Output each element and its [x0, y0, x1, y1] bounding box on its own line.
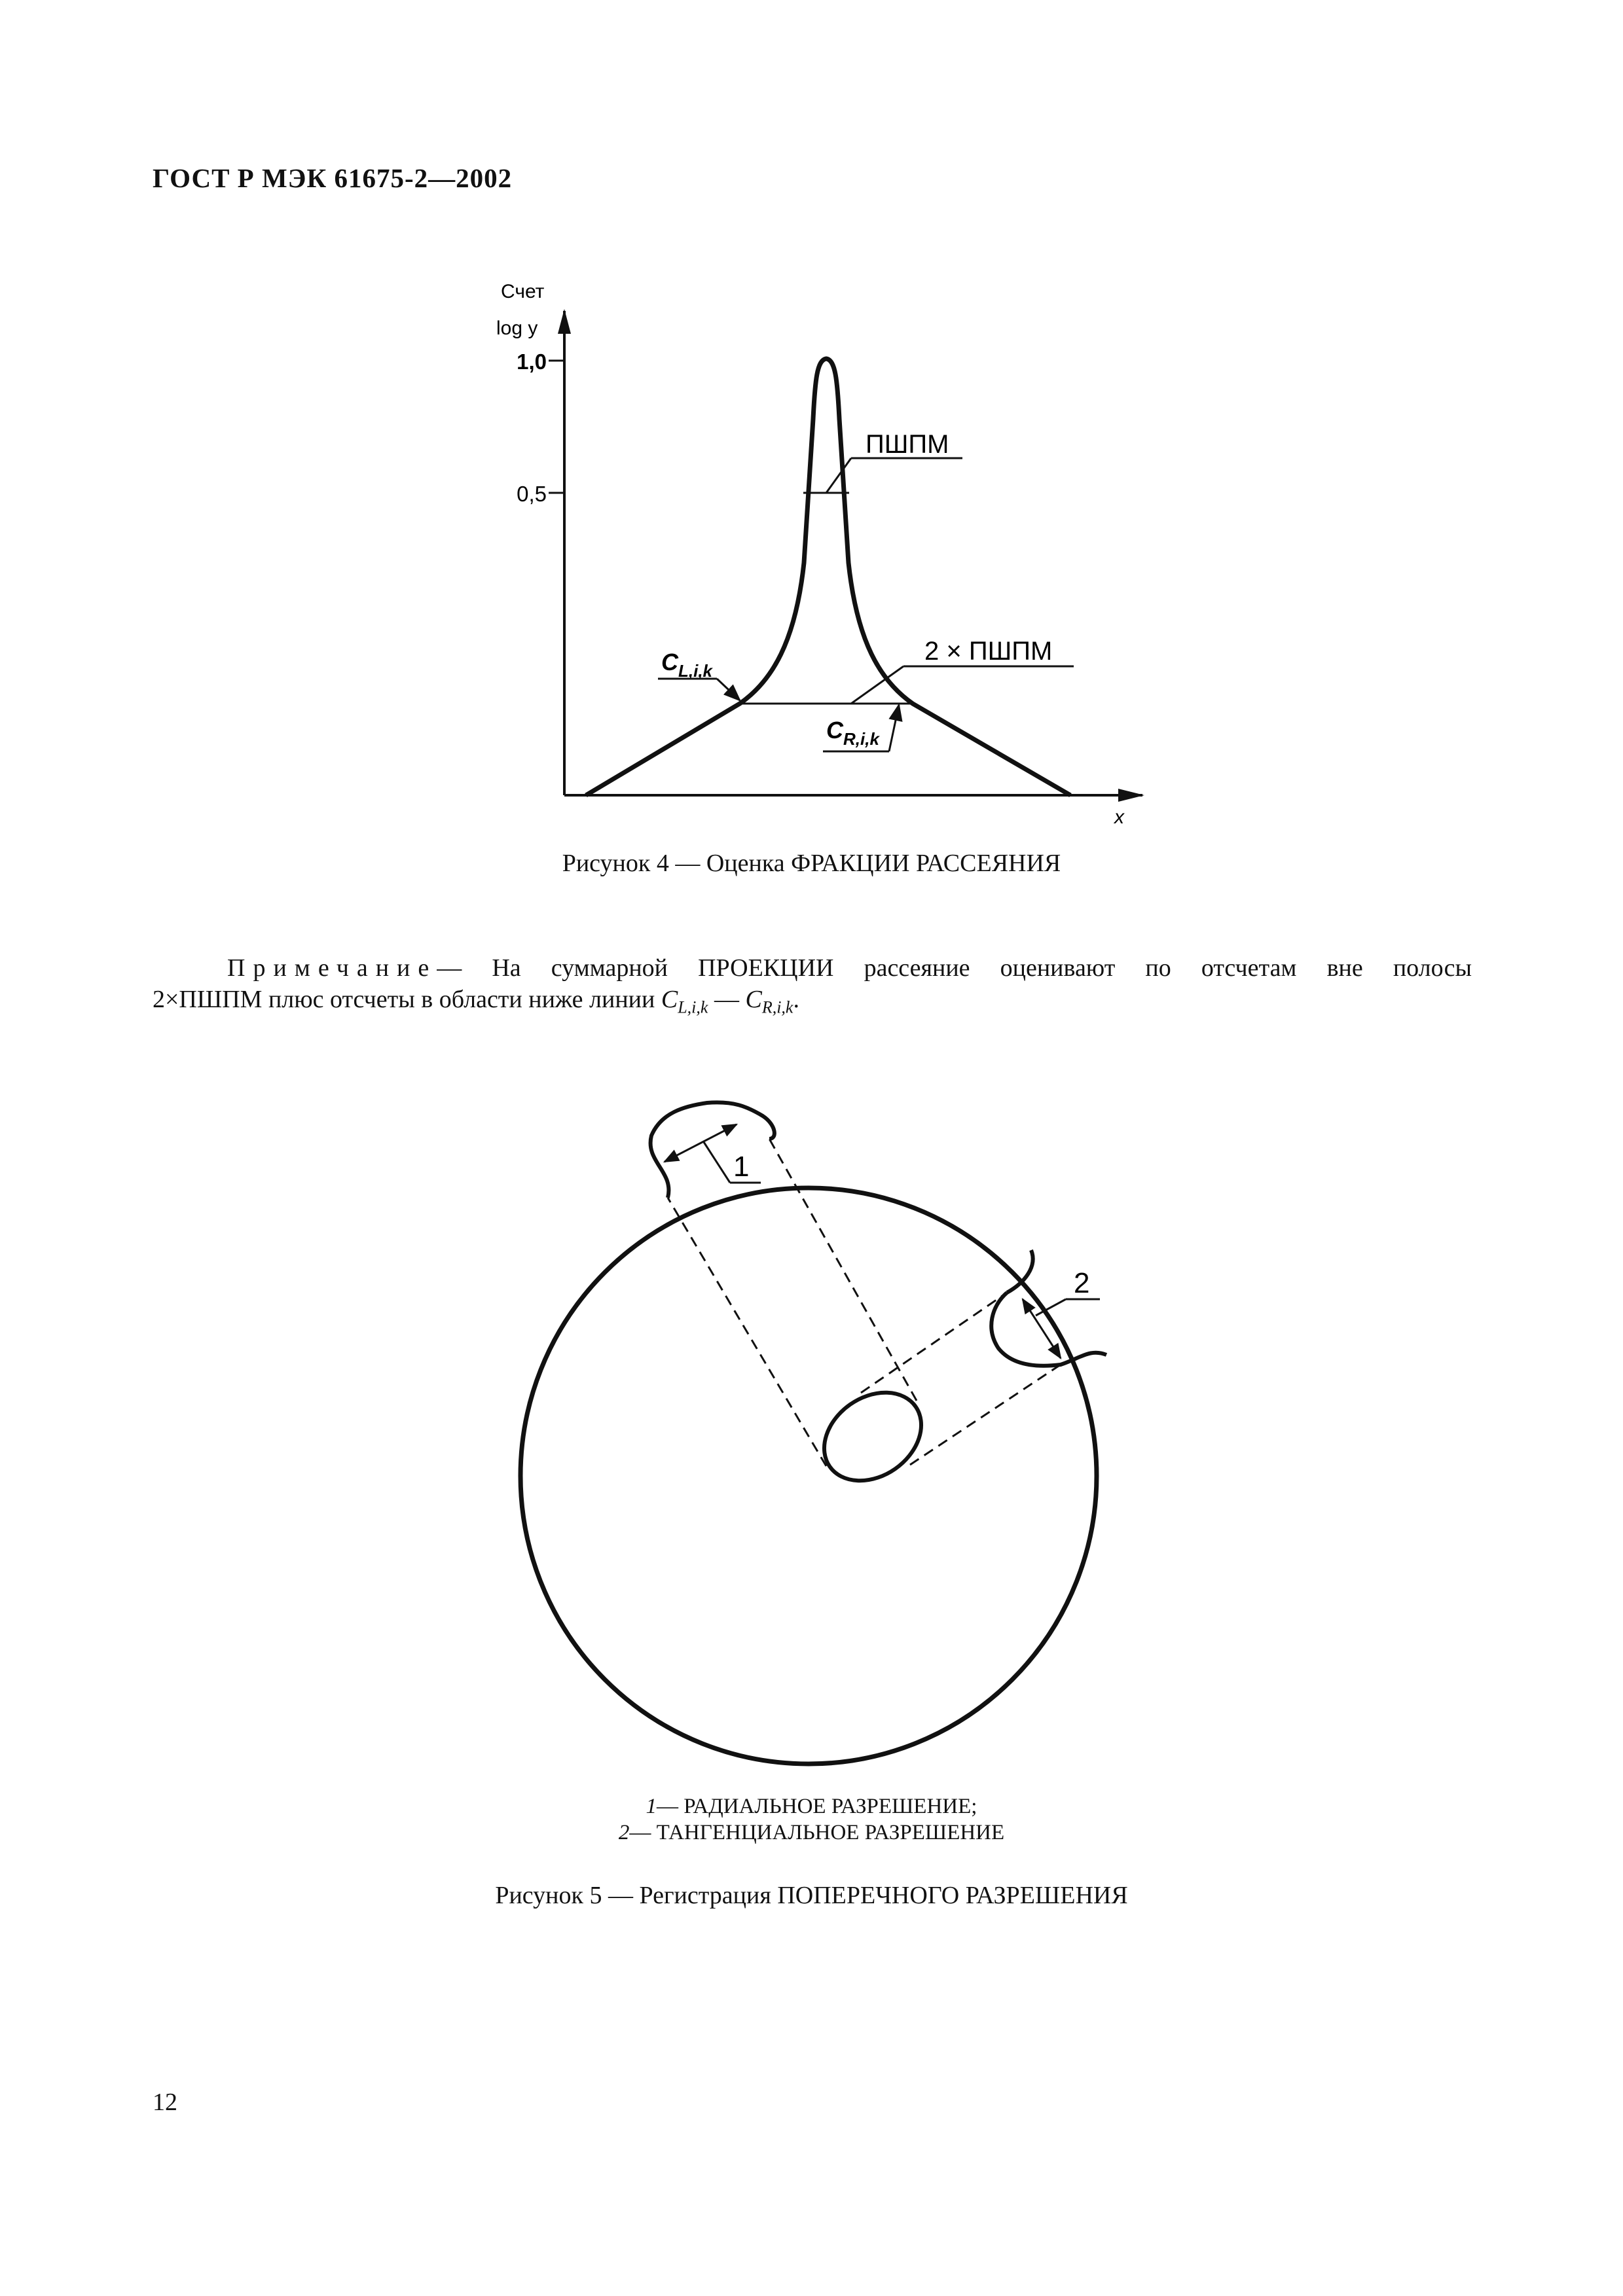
note-word: полосы [1393, 954, 1472, 982]
note-word: суммарной [551, 954, 668, 982]
figure-5-legend [0, 1793, 1623, 1846]
note-word: ПРОЕКЦИИ [698, 954, 834, 982]
tangential-dash-line-1 [861, 1293, 1007, 1393]
legend-item-1: 1— РАДИАЛЬНОЕ РАЗРЕШЕНИЕ; [646, 1795, 977, 1818]
radial-resolution-arrow [665, 1124, 737, 1162]
note-word: по [1145, 954, 1171, 982]
radial-dash-line-2 [769, 1139, 917, 1401]
note-word: вне [1326, 954, 1363, 982]
y-axis-label-line2: log y [496, 317, 538, 339]
tick-label-1-0: 1,0 [517, 350, 547, 374]
radial-dash-line-1 [668, 1198, 826, 1466]
fwhm-label: ПШПМ [866, 430, 949, 459]
formula-cl: $C_{L,i,k}$ [661, 986, 708, 1017]
marker-1: 1 [733, 1151, 750, 1183]
point-source-ellipse [807, 1374, 938, 1499]
note-word: отсчетам [1201, 954, 1297, 982]
x-axis-label: x [1114, 806, 1124, 828]
marker-2: 2 [1074, 1267, 1090, 1299]
note-word: оценивают [1000, 954, 1116, 982]
formula-cr: $C_{R,i,k}$ [745, 986, 793, 1017]
note-label: Примечание [227, 954, 437, 982]
legend-item-2: 2— ТАНГЕНЦИАЛЬНОЕ РАЗРЕШЕНИЕ [618, 1821, 1005, 1844]
tick-label-0-5: 0,5 [517, 482, 547, 506]
cr-label: $C_{R,i,k}$ [826, 717, 879, 749]
tangential-profile-curve [991, 1293, 1106, 1366]
note-line-1: Примечание— На суммарной ПРОЕКЦИИ рассеяние оценивают по отсчетам вне полосы [153, 952, 1472, 984]
note-word: рассеяние [864, 954, 970, 982]
page-number: 12 [153, 2089, 177, 2116]
y-axis-label-line1: Счет [501, 281, 545, 302]
field-of-view-circle [520, 1188, 1097, 1764]
tangential-dash-line-2 [910, 1365, 1061, 1465]
document-header: ГОСТ Р МЭК 61675-2—2002 [153, 163, 513, 193]
cl-label: $C_{L,i,k}$ [661, 649, 713, 681]
marker-1-leader [704, 1142, 730, 1183]
figure-4-caption: Рисунок 4 — Оценка ФРАКЦИИ РАССЕЯНИЯ [562, 850, 1061, 877]
figure-5-caption: Рисунок 5 — Регистрация ПОПЕРЕЧНОГО РАЗРЕШЕНИЯ [495, 1882, 1128, 1909]
two-fwhm-label: 2 × ПШПМ [924, 637, 1053, 666]
note-word: На [492, 954, 521, 982]
note-line-2: 2×ПШПМ плюс отсчеты в области ниже линии $C_{L,i,k}$ — $C_{R,i,k}$. [153, 986, 799, 1017]
